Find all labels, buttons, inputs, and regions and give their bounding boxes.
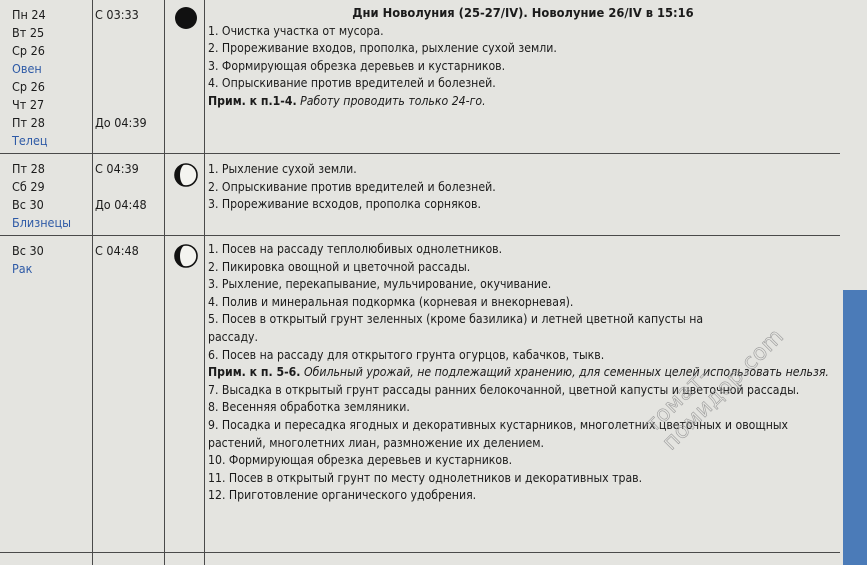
column-divider [204, 0, 205, 565]
day-label: Ср 26 [12, 43, 45, 58]
zodiac-sign: Овен [12, 61, 42, 76]
list-item: 1. Очистка участка от мусора. [208, 23, 384, 38]
day-label: Сб 29 [12, 179, 45, 194]
row2-content [208, 161, 838, 214]
day-label: Пн 24 [12, 7, 46, 22]
day-label: Вт 25 [12, 25, 45, 40]
list-item: 9. Посадка и пересадка ягодных и декоративных кустарников, многолетних цветочных и овощных растений, многолетних лиан, размножение их делением. [208, 417, 789, 450]
day-label: Ср 26 [12, 79, 45, 94]
list-item: 1. Посев на рассаду теплолюбивых однолетников. [208, 242, 503, 256]
day-label: Вс 30 [12, 197, 44, 212]
list-item: 2. Пикировка овощной и цветочной рассады. [208, 259, 471, 274]
waxing-moon-icon [174, 163, 198, 187]
zodiac-sign: Рак [12, 261, 33, 276]
waxing-moon-icon [174, 244, 198, 268]
list-item: 4. Опрыскивание против вредителей и болезней. [208, 76, 496, 91]
time-to: До 04:39 [95, 115, 147, 130]
column-divider [92, 0, 93, 565]
note-text: Работу проводить только 24-го. [300, 93, 486, 108]
row2-days [12, 160, 71, 232]
day-label: Чт 27 [12, 97, 45, 112]
page-edge-stripe [843, 290, 867, 565]
row-divider [0, 235, 840, 236]
list-item: 3. Рыхление, перекапывание, мульчирование, окучивание. [208, 277, 552, 292]
new-moon-header: Дни Новолуния (25-27/IV). Новолуние 26/IV в 15:16 [352, 6, 694, 21]
row1-content [208, 5, 838, 111]
time-from: С 03:33 [95, 7, 139, 22]
list-item: 7. Высадка в открытый грунт рассады ранних белокочанной, цветной капусты и цветочной рассады. [208, 382, 800, 397]
watermark: томат-помидор.com [640, 323, 790, 456]
row-divider [0, 552, 840, 553]
note-label: Прим. к п.1-4. [208, 93, 297, 108]
row1-days [12, 6, 48, 150]
list-item: 6. Посев на рассаду для открытого грунта огурцов, кабачков, тыкв. [208, 347, 605, 362]
list-item: 1. Рыхление сухой земли. [208, 162, 357, 176]
list-item: 8. Весенняя обработка земляники. [208, 400, 410, 415]
list-item: 3. Прореживание всходов, прополка сорняков. [208, 197, 481, 212]
row-divider [0, 153, 840, 154]
list-item: 2. Прореживание входов, прополка, рыхление сухой земли. [208, 41, 557, 56]
list-item: рассаду. [208, 329, 259, 344]
day-label: Вс 30 [12, 243, 44, 258]
zodiac-sign: Телец [12, 133, 48, 148]
note [208, 93, 838, 111]
list-item: 12. Приготовление органического удобрения. [208, 488, 477, 503]
list-item: 10. Формирующая обрезка деревьев и кустарников. [208, 453, 513, 468]
row3-days [12, 242, 44, 278]
day-label: Пт 28 [12, 161, 45, 176]
note-text: Обильный урожай, не подлежащий хранению, для семенных целей использовать нельзя. [303, 365, 829, 380]
column-divider [164, 0, 165, 565]
zodiac-sign: Близнецы [12, 215, 72, 230]
note-label: Прим. к п. 5-6. [208, 365, 301, 380]
new-moon-icon [174, 6, 198, 30]
time-to: До 04:48 [95, 197, 147, 212]
list-item: 5. Посев в открытый грунт зеленных (кроме базилика) и летней цветной капусты на [208, 312, 704, 327]
time-from: С 04:39 [95, 161, 139, 176]
list-item: 2. Опрыскивание против вредителей и болезней. [208, 179, 496, 194]
list-item: 3. Формирующая обрезка деревьев и кустарников. [208, 58, 506, 73]
day-label: Пт 28 [12, 115, 45, 130]
list-item: 4. Полив и минеральная подкормка (корневая и внекорневая). [208, 294, 574, 309]
time-from: С 04:48 [95, 243, 139, 258]
list-item: 11. Посев в открытый грунт по месту однолетников и декоративных трав. [208, 470, 643, 485]
